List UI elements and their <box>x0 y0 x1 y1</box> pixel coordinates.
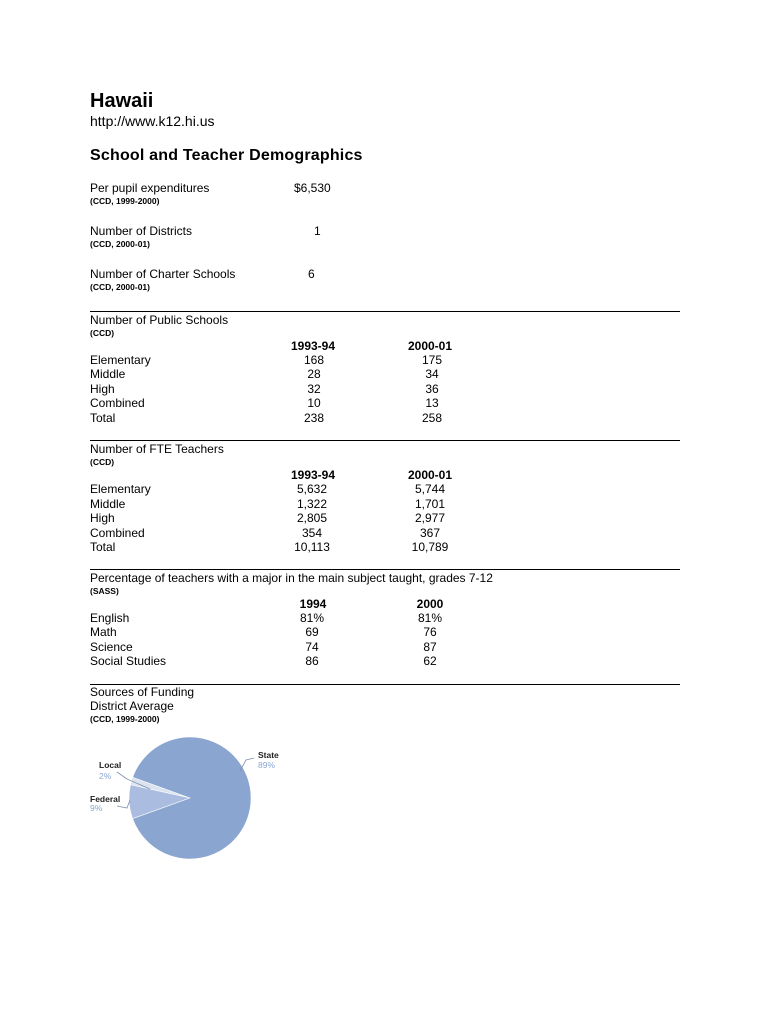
table-cell: 175 <box>421 353 443 367</box>
fact-label: Number of Charter Schools <box>90 267 236 281</box>
funding-subtitle: District Average <box>90 699 174 713</box>
table-title: Number of FTE Teachers <box>90 442 224 456</box>
row-label: Total <box>90 411 116 425</box>
column-header: 2000 <box>416 597 444 611</box>
table-cell: 36 <box>425 382 439 396</box>
table-cell: 74 <box>305 640 319 654</box>
row-label: High <box>90 511 115 525</box>
row-label: Middle <box>90 367 126 381</box>
table-cell: 258 <box>421 411 443 425</box>
legend-federal-name: Federal <box>90 794 121 804</box>
row-label: Social Studies <box>90 654 167 668</box>
table-source: (CCD) <box>90 457 115 467</box>
row-label: Science <box>90 640 133 654</box>
column-header: 2000-01 <box>407 468 453 482</box>
state-url[interactable]: http://www.k12.hi.us <box>90 113 215 129</box>
table-cell: 354 <box>301 526 323 540</box>
table-cell: 1,701 <box>414 497 446 511</box>
table-cell: 168 <box>303 353 325 367</box>
row-label: Combined <box>90 526 145 540</box>
fact-value: 1 <box>314 224 321 238</box>
row-label: Elementary <box>90 353 151 367</box>
table-cell: 13 <box>425 396 439 410</box>
column-header: 2000-01 <box>407 339 453 353</box>
table-cell: 34 <box>425 367 439 381</box>
legend-state-value: 89% <box>258 760 276 770</box>
fact-value: 6 <box>308 267 315 281</box>
funding-title: Sources of Funding <box>90 685 195 699</box>
row-label: English <box>90 611 130 625</box>
column-header: 1993-94 <box>290 468 336 482</box>
table-cell: 87 <box>423 640 437 654</box>
table-title: Percentage of teachers with a major in the main subject taught, grades 7-12 <box>90 571 493 585</box>
legend-state-name: State <box>258 750 279 760</box>
table-cell: 1,322 <box>296 497 328 511</box>
row-label: High <box>90 382 115 396</box>
table-source: (CCD) <box>90 328 115 338</box>
row-label: Elementary <box>90 482 151 496</box>
row-label: Total <box>90 540 116 554</box>
table-cell: 10 <box>307 396 321 410</box>
table-cell: 238 <box>303 411 325 425</box>
funding-source: (CCD, 1999-2000) <box>90 714 160 724</box>
table-cell: 86 <box>305 654 319 668</box>
legend-local-value: 2% <box>99 771 112 781</box>
table-cell: 69 <box>305 625 319 639</box>
table-cell: 62 <box>423 654 437 668</box>
column-header: 1994 <box>299 597 327 611</box>
table-cell: 10,789 <box>411 540 449 554</box>
table-source: (SASS) <box>90 586 119 596</box>
fact-source: (CCD, 1999-2000) <box>90 196 160 206</box>
legend-federal-value: 9% <box>90 803 103 813</box>
fact-value: $6,530 <box>294 181 331 195</box>
fact-source: (CCD, 2000-01) <box>90 239 150 249</box>
table-title: Number of Public Schools <box>90 313 229 327</box>
table-cell: 5,632 <box>296 482 328 496</box>
row-label: Combined <box>90 396 145 410</box>
table-cell: 32 <box>307 382 321 396</box>
fact-label: Number of Districts <box>90 224 193 238</box>
table-cell: 2,977 <box>414 511 446 525</box>
table-cell: 2,805 <box>296 511 328 525</box>
fact-source: (CCD, 2000-01) <box>90 282 150 292</box>
table-cell: 10,113 <box>294 540 330 554</box>
table-cell: 5,744 <box>414 482 446 496</box>
table-cell: 76 <box>423 625 437 639</box>
row-label: Middle <box>90 497 126 511</box>
fact-label: Per pupil expenditures <box>90 181 210 195</box>
table-cell: 81% <box>299 611 325 625</box>
section-title: School and Teacher Demographics <box>90 147 363 164</box>
table-cell: 367 <box>419 526 441 540</box>
table-cell: 28 <box>307 367 321 381</box>
state-title: Hawaii <box>90 90 154 112</box>
legend-local-name: Local <box>99 760 122 770</box>
row-label: Math <box>90 625 117 639</box>
column-header: 1993-94 <box>290 339 336 353</box>
table-cell: 81% <box>417 611 443 625</box>
